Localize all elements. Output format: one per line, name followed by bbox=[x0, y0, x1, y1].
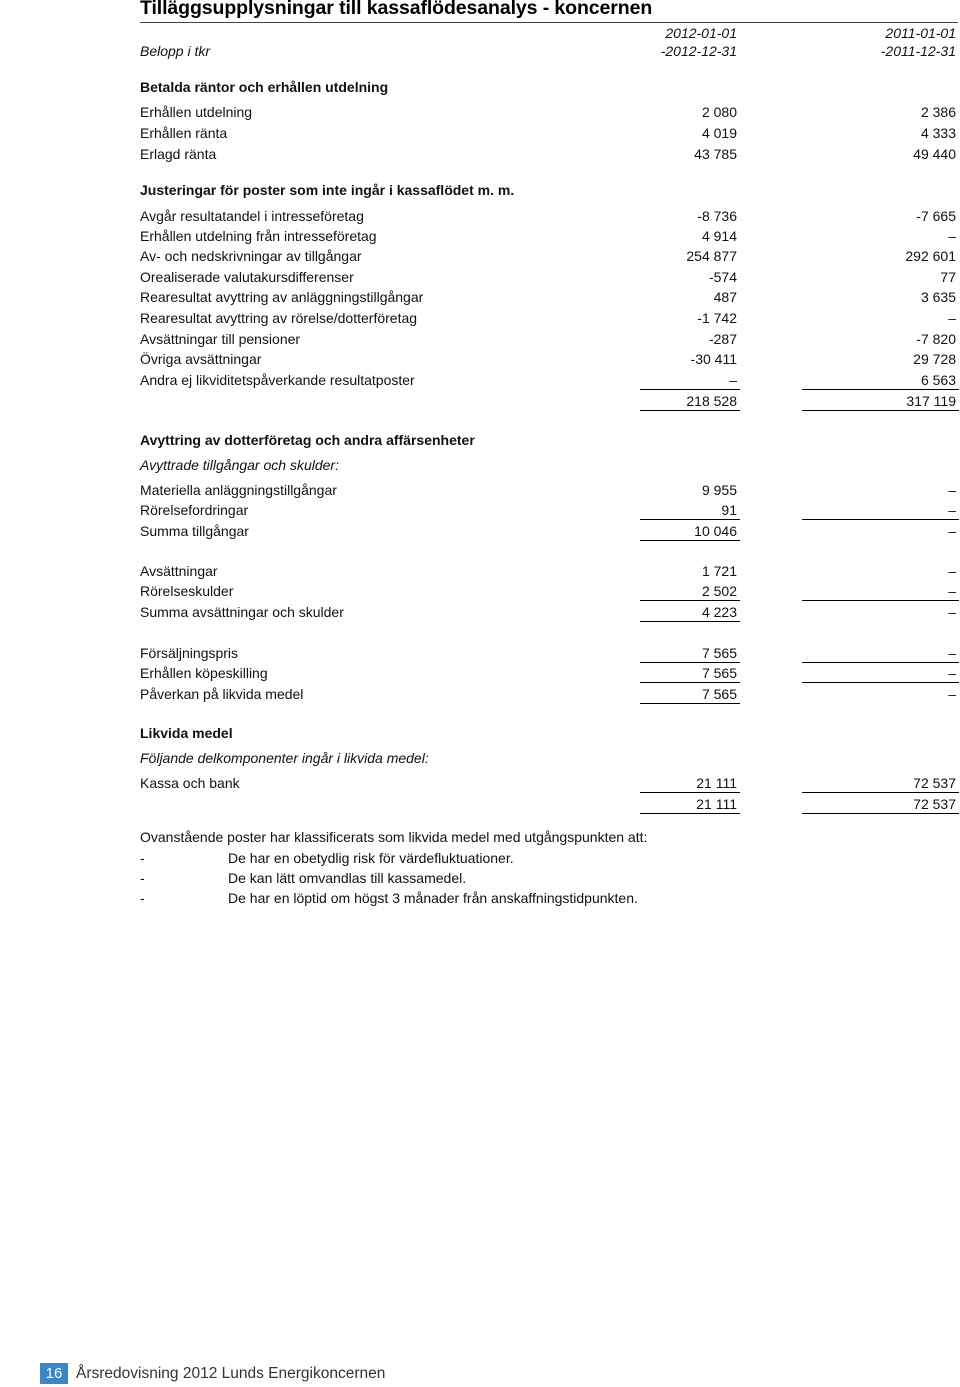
row-label: Andra ej likviditetspåverkande resultatposter bbox=[140, 372, 415, 388]
row-label: Erhållen köpeskilling bbox=[140, 665, 268, 681]
row-label: Materiella anläggningstillgångar bbox=[140, 482, 337, 498]
value-2012: 7 565 bbox=[640, 663, 740, 683]
publication-title: Årsredovisning 2012 Lunds Energikoncernen bbox=[76, 1365, 386, 1382]
row-label: Avgår resultatandel i intresseföretag bbox=[140, 208, 364, 224]
table-row bbox=[0, 684, 960, 704]
row-label: Försäljningspris bbox=[140, 645, 239, 661]
value-2011: – bbox=[948, 228, 956, 244]
table-row bbox=[0, 226, 960, 246]
value-2011: 292 601 bbox=[905, 248, 956, 264]
value-2012: 4 223 bbox=[640, 602, 740, 622]
value-2012: 2 502 bbox=[640, 581, 740, 601]
value-2011: 77 bbox=[940, 269, 956, 285]
row-label: Rearesultat avyttring av rörelse/dotterföretag bbox=[140, 310, 418, 326]
table-row bbox=[0, 561, 960, 581]
bullet-dash: - bbox=[140, 850, 145, 866]
value-2011: 29 728 bbox=[913, 351, 956, 367]
table-row bbox=[0, 144, 960, 164]
section-heading bbox=[0, 77, 960, 97]
section-heading-text: Likvida medel bbox=[140, 725, 233, 741]
value-2012: 4 914 bbox=[701, 228, 737, 244]
value-2012: 7 565 bbox=[640, 643, 740, 663]
section-subheading bbox=[0, 748, 960, 768]
page-title: Tilläggsupplysningar till kassaflödesanalys - koncernen bbox=[140, 0, 653, 19]
value-2011: 2 386 bbox=[920, 104, 956, 120]
list-item bbox=[0, 868, 960, 888]
row-label: Erhållen ränta bbox=[140, 125, 228, 141]
value-2012: 254 877 bbox=[686, 248, 737, 264]
value-2012: – bbox=[640, 370, 740, 390]
value-2011: 72 537 bbox=[802, 773, 959, 793]
subtotal-row bbox=[0, 602, 960, 622]
table-row bbox=[0, 370, 960, 390]
value-2011: – bbox=[802, 663, 959, 683]
row-label: Avsättningar till pensioner bbox=[140, 331, 301, 347]
table-row bbox=[0, 102, 960, 122]
value-2012: 9 955 bbox=[701, 482, 737, 498]
row-label: Rörelsefordringar bbox=[140, 502, 249, 518]
value-2012: 21 111 bbox=[640, 773, 740, 793]
total-2012: 218 528 bbox=[640, 391, 740, 411]
value-2012: 1 721 bbox=[701, 563, 737, 579]
total-2011: 317 119 bbox=[802, 391, 959, 411]
subtotal-row bbox=[0, 521, 960, 541]
value-2012: 43 785 bbox=[694, 146, 737, 162]
table-row bbox=[0, 206, 960, 226]
row-label: Summa tillgångar bbox=[140, 523, 249, 539]
value-2011: – bbox=[802, 500, 959, 520]
table-row bbox=[0, 123, 960, 143]
section-subheading-text: Avyttrade tillgångar och skulder: bbox=[140, 457, 339, 473]
amount-unit-label: Belopp i tkr bbox=[140, 43, 211, 59]
table-row bbox=[0, 329, 960, 349]
table-row bbox=[0, 581, 960, 601]
value-2011: – bbox=[948, 523, 956, 539]
value-2011: 6 563 bbox=[802, 370, 959, 390]
value-2012: -1 742 bbox=[697, 310, 737, 326]
row-label: Erhållen utdelning från intresseföretag bbox=[140, 228, 377, 244]
table-row bbox=[0, 663, 960, 683]
row-label: Övriga avsättningar bbox=[140, 351, 262, 367]
page-number-badge: 16 bbox=[40, 1363, 68, 1384]
row-label: Rearesultat avyttring av anläggningstillgångar bbox=[140, 289, 424, 305]
col-2011-start: 2011-01-01 bbox=[885, 25, 956, 41]
list-item bbox=[0, 888, 960, 908]
value-2011: -7 820 bbox=[916, 331, 956, 347]
value-2011: 4 333 bbox=[920, 125, 956, 141]
table-row bbox=[0, 267, 960, 287]
table-row bbox=[0, 480, 960, 500]
column-header-row-1 bbox=[0, 23, 960, 43]
value-2011: – bbox=[948, 604, 956, 620]
table-row bbox=[0, 246, 960, 266]
value-2011: – bbox=[948, 563, 956, 579]
notes-intro bbox=[0, 827, 960, 847]
total-2012: 21 111 bbox=[640, 794, 740, 814]
value-2011: – bbox=[948, 482, 956, 498]
table-row bbox=[0, 308, 960, 328]
section-heading bbox=[0, 180, 960, 200]
value-2012: -574 bbox=[708, 269, 737, 285]
table-row bbox=[0, 643, 960, 663]
value-2012: 10 046 bbox=[640, 521, 740, 541]
col-2012-end: -2012-12-31 bbox=[660, 43, 737, 59]
value-2011: – bbox=[948, 310, 956, 326]
value-2011: -7 665 bbox=[916, 208, 956, 224]
col-2011-end: -2011-12-31 bbox=[880, 43, 956, 59]
value-2012: 7 565 bbox=[640, 684, 740, 704]
section-heading-text: Betalda räntor och erhållen utdelning bbox=[140, 79, 389, 95]
bullet-dash: - bbox=[140, 890, 145, 906]
value-2011: – bbox=[802, 643, 959, 663]
column-header-row-2 bbox=[0, 41, 960, 61]
section-heading-text: Justeringar för poster som inte ingår i kassaflödet m. m. bbox=[140, 182, 515, 198]
value-2011: – bbox=[948, 686, 956, 702]
row-label: Kassa och bank bbox=[140, 775, 240, 791]
section-heading-text: Avyttring av dotterföretag och andra affärsenheter bbox=[140, 432, 475, 448]
value-2012: -8 736 bbox=[697, 208, 737, 224]
row-label: Erlagd ränta bbox=[140, 146, 217, 162]
col-2012-start: 2012-01-01 bbox=[665, 25, 737, 41]
value-2011: – bbox=[802, 581, 959, 601]
value-2012: -287 bbox=[708, 331, 737, 347]
value-2011: 49 440 bbox=[913, 146, 956, 162]
section-heading bbox=[0, 723, 960, 743]
table-row bbox=[0, 349, 960, 369]
row-label: Av- och nedskrivningar av tillgångar bbox=[140, 248, 362, 264]
total-2011: 72 537 bbox=[802, 794, 959, 814]
section-subheading-text: Följande delkomponenter ingår i likvida medel: bbox=[140, 750, 429, 766]
row-label: Rörelseskulder bbox=[140, 583, 234, 599]
value-2012: 4 019 bbox=[701, 125, 737, 141]
section-heading bbox=[0, 430, 960, 450]
row-label: Erhållen utdelning bbox=[140, 104, 253, 120]
bullet-text: De har en löptid om högst 3 månader från anskaffningstidpunkten. bbox=[228, 890, 638, 906]
bullet-dash: - bbox=[140, 870, 145, 886]
value-2012: 487 bbox=[713, 289, 737, 305]
table-row bbox=[0, 500, 960, 520]
table-row bbox=[0, 287, 960, 307]
value-2011: 3 635 bbox=[920, 289, 956, 305]
row-label: Summa avsättningar och skulder bbox=[140, 604, 344, 620]
value-2012: 2 080 bbox=[701, 104, 737, 120]
value-2012: 91 bbox=[640, 500, 740, 520]
section-subheading bbox=[0, 455, 960, 475]
table-row bbox=[0, 773, 960, 793]
row-label: Avsättningar bbox=[140, 563, 218, 579]
notes-intro-text: Ovanstående poster har klassificerats som likvida medel med utgångspunkten att: bbox=[140, 829, 648, 845]
bullet-text: De har en obetydlig risk för värdefluktuationer. bbox=[228, 850, 514, 866]
bullet-text: De kan lätt omvandlas till kassamedel. bbox=[228, 870, 467, 886]
row-label: Orealiserade valutakursdifferenser bbox=[140, 269, 354, 285]
total-row bbox=[0, 794, 960, 814]
list-item bbox=[0, 848, 960, 868]
total-row bbox=[0, 391, 960, 411]
value-2012: -30 411 bbox=[690, 351, 737, 367]
row-label: Påverkan på likvida medel bbox=[140, 686, 304, 702]
